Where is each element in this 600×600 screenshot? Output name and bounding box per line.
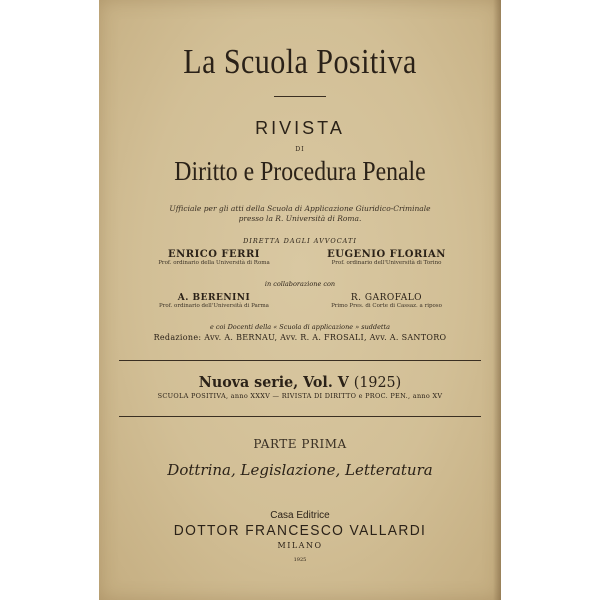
collaborator-name: R. GAROFALO	[350, 293, 423, 303]
redazione-line: Redazione: Avv. A. BERNAU, Avv. R. A. FROSALI, Avv. A. SANTORO	[153, 333, 447, 342]
series-heading	[109, 373, 491, 391]
collaborator-affiliation: Prof. ordinario dell'Università di Parma	[159, 303, 269, 309]
publication-year: 1925	[293, 557, 307, 563]
docenti-line: e coi Docenti della « Scuola di applicazione » suddetta	[209, 323, 391, 331]
collaborator-berenini	[129, 293, 299, 309]
director-affiliation: Prof. ordinario dell'Università di Torino	[331, 260, 442, 266]
director-name: ENRICO FERRI	[168, 249, 260, 260]
collaborator-garofalo	[299, 293, 474, 309]
director-ferri	[129, 249, 299, 266]
directed-by-label: DIRETTA DAGLI AVVOCATI	[243, 237, 357, 245]
series-year: (1925)	[353, 373, 402, 391]
series-label: Nuova serie, Vol. V	[198, 373, 349, 391]
official-line-2: presso la R. Università di Roma.	[238, 214, 362, 223]
title-rule	[274, 96, 326, 97]
collaborator-name: A. BERENINI	[177, 293, 251, 303]
rivista-label: RIVISTA	[255, 118, 345, 138]
series-subline: SCUOLA POSITIVA, anno XXXV — RIVISTA DI DIRITTO e PROC. PEN., anno XV	[157, 392, 443, 400]
section-rule	[119, 360, 481, 361]
director-affiliation: Prof. ordinario della Università di Roma	[158, 260, 270, 266]
director-florian	[299, 249, 474, 266]
official-line-1: Ufficiale per gli atti della Scuola di Applicazione Giuridico-Criminale	[169, 204, 431, 213]
collaboration-label: in collaborazione con	[264, 280, 336, 288]
journal-title: La Scuola Positiva	[183, 42, 417, 81]
section-rule	[119, 416, 481, 417]
director-name: EUGENIO FLORIAN	[327, 249, 446, 260]
journal-subtitle: Diritto e Procedura Penale	[174, 156, 426, 186]
publisher-label: Casa Editrice	[270, 510, 330, 521]
part-label: PARTE PRIMA	[253, 437, 347, 451]
title-page	[99, 0, 501, 600]
publisher-name: DOTTOR FRANCESCO VALLARDI	[173, 522, 427, 539]
part-title: Dottrina, Legislazione, Letteratura	[167, 461, 433, 479]
di-label: DI	[295, 146, 305, 153]
publisher-city: MILANO	[277, 541, 323, 550]
collaborator-affiliation: Primo Pres. di Corte di Cassaz. a riposo	[331, 303, 442, 309]
